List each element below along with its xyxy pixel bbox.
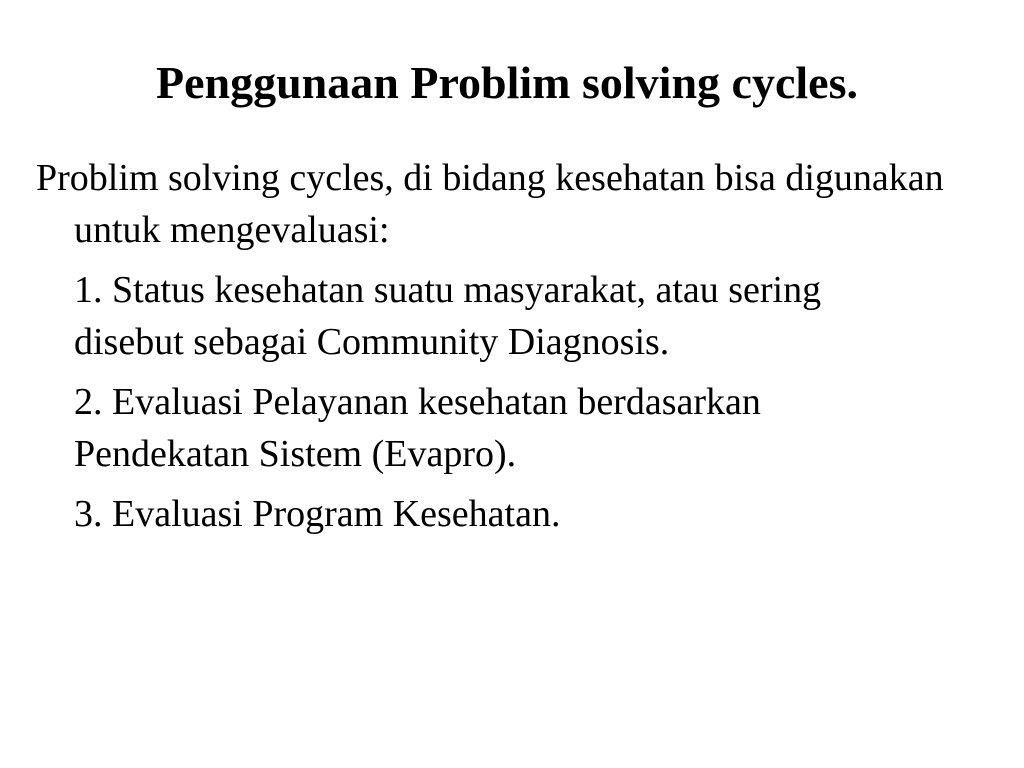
list-item-1-line-1: 1. Status kesehatan suatu masyarakat, atau sering [74, 269, 822, 311]
list-item-2 [36, 376, 996, 480]
list-item-1 [36, 264, 996, 368]
intro-paragraph: Problim solving cycles, di bidang kesehatan bisa digunakan untuk mengevaluasi: [36, 157, 944, 251]
list-item-3 [36, 488, 996, 540]
list-item-1-line-2: disebut sebagai Community Diagnosis. [74, 321, 670, 363]
list-item-2-line-1: 2. Evaluasi Pelayanan kesehatan berdasarkan [74, 381, 761, 423]
slide-body [36, 152, 996, 548]
list-item-2-line-2: Pendekatan Sistem (Evapro). [74, 433, 517, 475]
slide-title: Penggunaan Problim solving cycles. [156, 57, 858, 108]
list-item-3-line-1: 3. Evaluasi Program Kesehatan. [74, 493, 561, 535]
